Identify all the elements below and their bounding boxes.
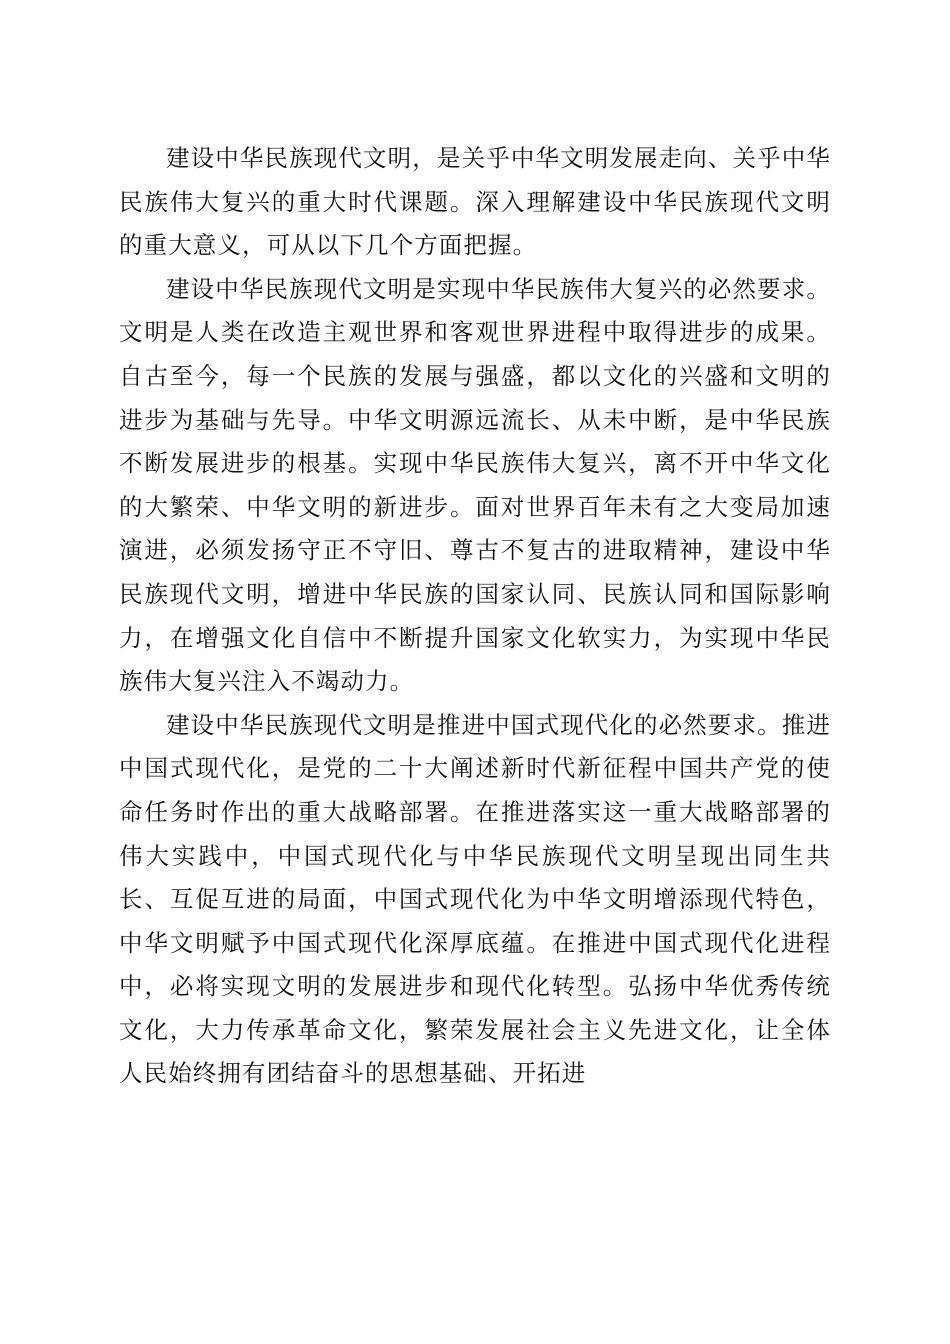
paragraph-intro: 建设中华民族现代文明，是关乎中华文明发展走向、关乎中华民族伟大复兴的重大时代课题。深入理解建设中华民族现代文明的重大意义，可从以下几个方面把握。 [119, 144, 831, 260]
paragraph-modernization: 建设中华民族现代文明是推进中国式现代化的必然要求。推进中国式现代化，是党的二十大阐述新时代新征程中国共产党的使命任务时作出的重大战略部署。在推进落实这一重大战略部署的伟大实践中，中国式现代化与中华民族现代文明呈现出同生共长、互促互进的局面，中国式现代化为中华文明增添现代特色，中华文明赋予中国式现代化深厚底蕴。在推进中国式现代化进程中，必将实现文明的发展进步和现代化转型。弘扬中华优秀传统文化，大力传承革命文化，繁荣发展社会主义先进文化，让全体人民始终拥有团结奋斗的思想基础、开拓进 [119, 710, 831, 1088]
paragraph-rejuvenation: 建设中华民族现代文明是实现中华民族伟大复兴的必然要求。文明是人类在改造主观世界和客观世界进程中取得进步的成果。自古至今，每一个民族的发展与强盛，都以文化的兴盛和文明的进步为基础与先导。中华文明源远流长、从未中断，是中华民族不断发展进步的根基。实现中华民族伟大复兴，离不开中华文化的大繁荣、中华文明的新进步。面对世界百年未有之大变局加速演进，必须发扬守正不守旧、尊古不复古的进取精神，建设中华民族现代文明，增进中华民族的国家认同、民族认同和国际影响力，在增强文化自信中不断提升国家文化软实力，为实现中华民族伟大复兴注入不竭动力。 [119, 274, 831, 696]
document-body [119, 137, 831, 1096]
